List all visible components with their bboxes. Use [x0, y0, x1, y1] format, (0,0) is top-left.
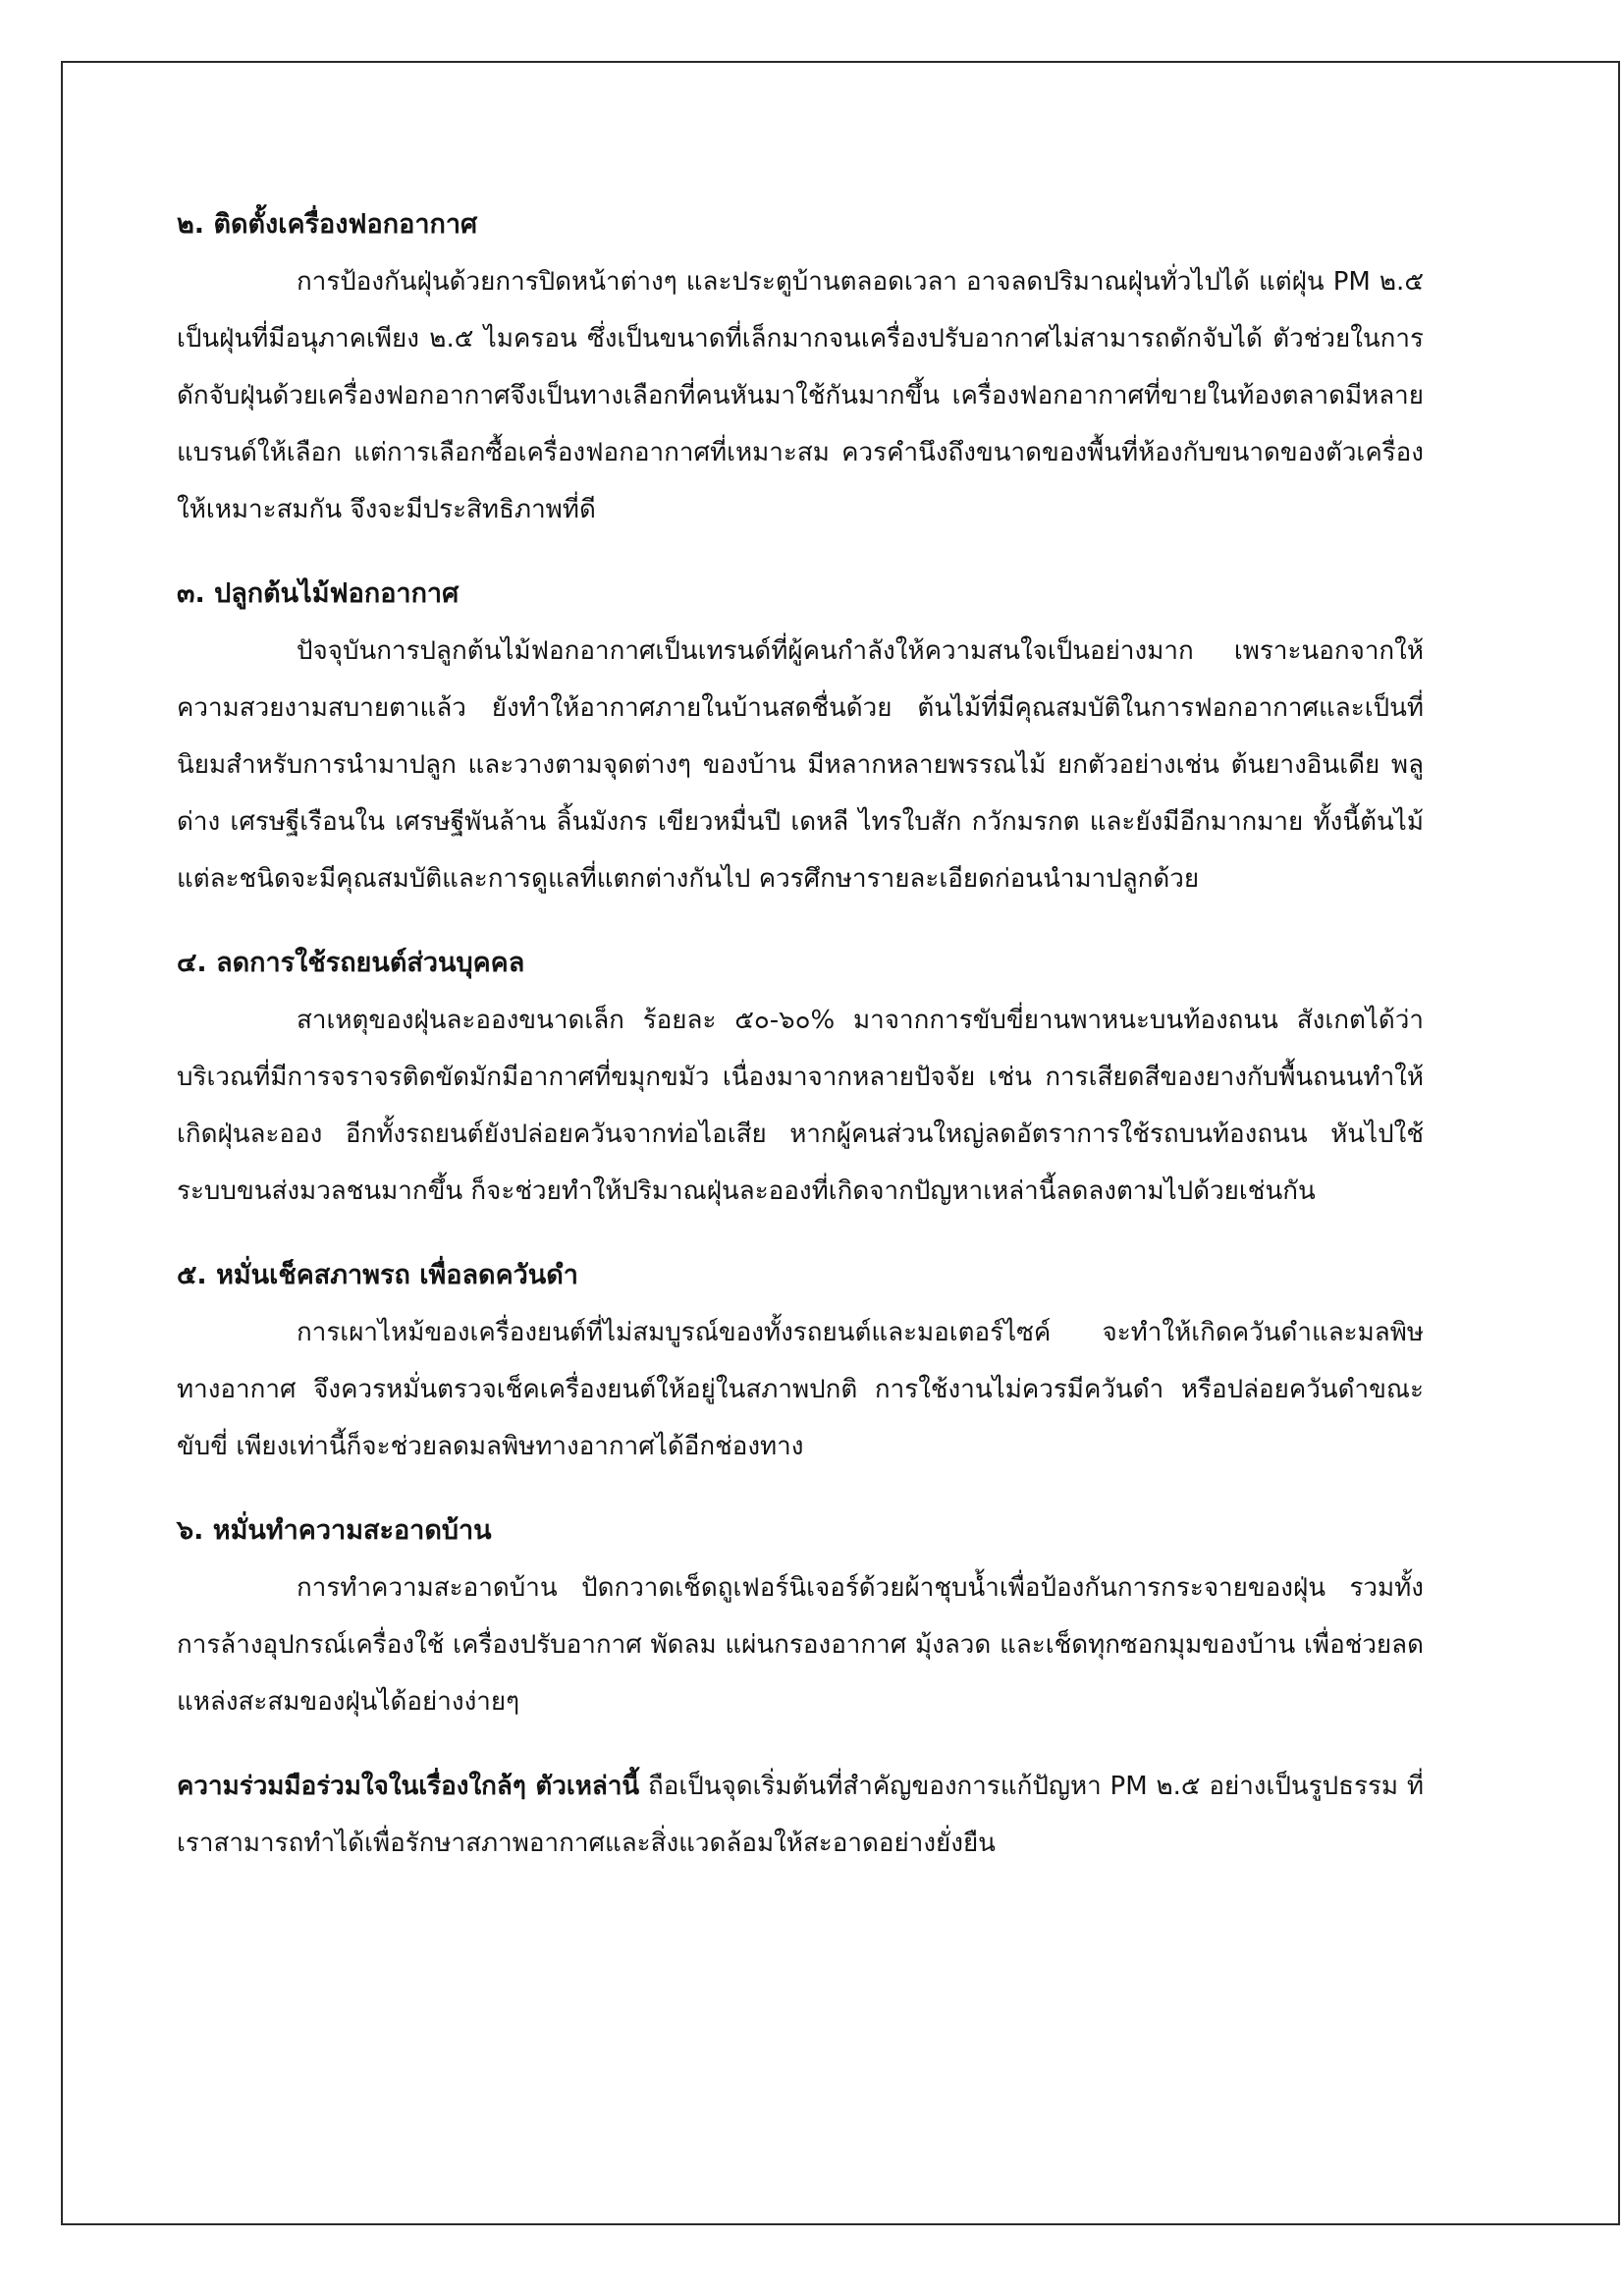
section-heading: ๖. หมั่นทำความสะอาดบ้าน: [177, 1515, 492, 1546]
section-heading: ๕. หมั่นเช็คสภาพรถ เพื่อลดควันดำ: [177, 1260, 578, 1290]
section-paragraph: การทำความสะอาดบ้าน ปัดกวาดเช็ดถูเฟอร์นิเจอร์ด้วยผ้าชุบน้ำเพื่อป้องกันการกระจายของฝุ่น รวมทั้งการล้างอุปกรณ์เครื่องใช้ เครื่องปรับอากาศ พัดลม แผ่นกรองอากาศ มุ้งลวด และเช็ดทุกซอกมุมของบ้าน เพื่อช่วยลดแหล่งสะสมของฝุ่นได้อย่างง่ายๆ: [177, 1573, 1424, 1717]
section-air-purifier: [177, 196, 1424, 538]
conclusion-paragraph: [177, 1758, 1424, 1872]
section-paragraph: การเผาไหม้ของเครื่องยนต์ที่ไม่สมบูรณ์ของทั้งรถยนต์และมอเตอร์ไซค์ จะทำให้เกิดควันดำและมลพิษทางอากาศ จึงควรหมั่นตรวจเช็คเครื่องยนต์ให้อยู่ในสภาพปกติ การใช้งานไม่ควรมีควันดำ หรือปล่อยควันดำขณะขับขี่ เพียงเท่านี้ก็จะช่วยลดมลพิษทางอากาศได้อีกช่องทาง: [177, 1318, 1424, 1461]
section-paragraph: ปัจจุบันการปลูกต้นไม้ฟอกอากาศเป็นเทรนด์ที่ผู้คนกำลังให้ความสนใจเป็นอย่างมาก เพราะนอกจากให้ความสวยงามสบายตาแล้ว ยังทำให้อากาศภายในบ้านสดชื่นด้วย ต้นไม้ที่มีคุณสมบัติในการฟอกอากาศและเป็นที่นิยมสำหรับการนำมาปลูก และวางตามจุดต่างๆ ของบ้าน มีหลากหลายพรรณไม้ ยกตัวอย่างเช่น ต้นยางอินเดีย พลูด่าง เศรษฐีเรือนใน เศรษฐีพันล้าน ลิ้นมังกร เขียวหมื่นปี เดหลี ไทรใบสัก กวักมรกต และยังมีอีกมากมาย ทั้งนี้ต้นไม้แต่ละชนิดจะมีคุณสมบัติและการดูแลที่แตกต่างกันไป ควรศึกษารายละเอียดก่อนนำมาปลูกด้วย: [177, 636, 1424, 894]
conclusion-lead: ความร่วมมือร่วมใจในเรื่องใกล้ๆ ตัวเหล่านี้: [177, 1772, 640, 1801]
section-check-vehicle: [177, 1247, 1424, 1475]
section-clean-house: [177, 1503, 1424, 1730]
section-paragraph: การป้องกันฝุ่นด้วยการปิดหน้าต่างๆ และประตูบ้านตลอดเวลา อาจลดปริมาณฝุ่นทั่วไปได้ แต่ฝุ่น PM ๒.๕ เป็นฝุ่นที่มีอนุภาคเพียง ๒.๕ ไมครอน ซึ่งเป็นขนาดที่เล็กมากจนเครื่องปรับอากาศไม่สามารถดักจับได้ ตัวช่วยในการดักจับฝุ่นด้วยเครื่องฟอกอากาศจึงเป็นทางเลือกที่คนหันมาใช้กันมากขึ้น เครื่องฟอกอากาศที่ขายในท้องตลาดมีหลายแบรนด์ให้เลือก แต่การเลือกซื้อเครื่องฟอกอากาศที่เหมาะสม ควรคำนึงถึงขนาดของพื้นที่ห้องกับขนาดของตัวเครื่องให้เหมาะสมกัน จึงจะมีประสิทธิภาพที่ดี: [177, 267, 1424, 524]
section-heading: ๒. ติดตั้งเครื่องฟอกอากาศ: [177, 209, 478, 240]
section-heading: ๔. ลดการใช้รถยนต์ส่วนบุคคล: [177, 948, 525, 978]
section-plant-trees: [177, 566, 1424, 907]
conclusion-text: ถือเป็นจุดเริ่มต้นที่สำคัญของการแก้ปัญหา PM ๒.๕ อย่างเป็นรูปธรรม ที่เราสามารถทำได้เพื่อรักษาสภาพอากาศและสิ่งแวดล้อมให้สะอาดอย่างยั่งยืน: [177, 1772, 1424, 1858]
document-body: [177, 196, 1424, 1872]
section-heading: ๓. ปลูกต้นไม้ฟอกอากาศ: [177, 578, 460, 609]
section-paragraph: สาเหตุของฝุ่นละอองขนาดเล็ก ร้อยละ ๕๐-๖๐% มาจากการขับขี่ยานพาหนะบนท้องถนน สังเกตได้ว่าบริเวณที่มีการจราจรติดขัดมักมีอากาศที่ขมุกขมัว เนื่องมาจากหลายปัจจัย เช่น การเสียดสีของยางกับพื้นถนนทำให้เกิดฝุ่นละออง อีกทั้งรถยนต์ยังปล่อยควันจากท่อไอเสีย หากผู้คนส่วนใหญ่ลดอัตราการใช้รถบนท้องถนน หันไปใช้ระบบขนส่งมวลชนมากขึ้น ก็จะช่วยทำให้ปริมาณฝุ่นละอองที่เกิดจากปัญหาเหล่านี้ลดลงตามไปด้วยเช่นกัน: [177, 1006, 1424, 1206]
section-reduce-car-use: [177, 935, 1424, 1220]
